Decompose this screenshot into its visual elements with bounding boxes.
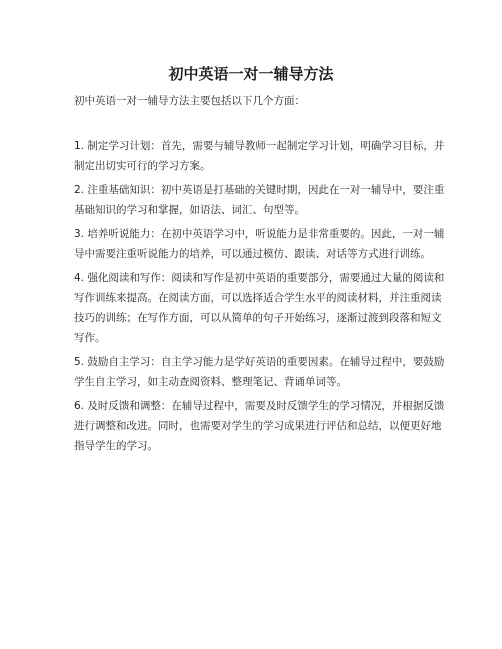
intro-paragraph: 初中英语一对一辅导方法主要包括以下几个方面： (74, 95, 305, 107)
list-item: 1. 制定学习计划：首先，需要与辅导教师一起制定学习计划，明确学习目标，并制定出切实可行的学习方案。 (74, 140, 445, 172)
document-title: 初中英语一对一辅导方法 (168, 65, 334, 83)
list-item: 6. 及时反馈和调整：在辅导过程中，需要及时反馈学生的学习情况，并根据反馈进行调整和改进。同时，也需要对学生的学习成果进行评估和总结，以便更好地指导学生的学习。 (74, 400, 445, 452)
list-item: 3. 培养听说能力：在初中英语学习中，听说能力是非常重要的。因此，一对一辅导中需要注重听说能力的培养，可以通过模仿、跟读、对话等方式进行训练。 (74, 228, 445, 260)
method-list (74, 136, 446, 460)
list-item: 4. 强化阅读和写作：阅读和写作是初中英语的重要部分，需要通过大量的阅读和写作训练来提高。在阅读方面，可以选择适合学生水平的阅读材料，并注重阅读技巧的训练；在写作方面，可以从简单的句子开始练习，逐渐过渡到段落和短文写作。 (74, 272, 445, 344)
list-item: 5. 鼓励自主学习：自主学习能力是学好英语的重要因素。在辅导过程中，要鼓励学生自主学习，如主动查阅资料、整理笔记、背诵单词等。 (74, 356, 445, 388)
list-item: 2. 注重基础知识：初中英语是打基础的关键时期，因此在一对一辅导中，要注重基础知识的学习和掌握，如语法、词汇、句型等。 (74, 184, 445, 216)
